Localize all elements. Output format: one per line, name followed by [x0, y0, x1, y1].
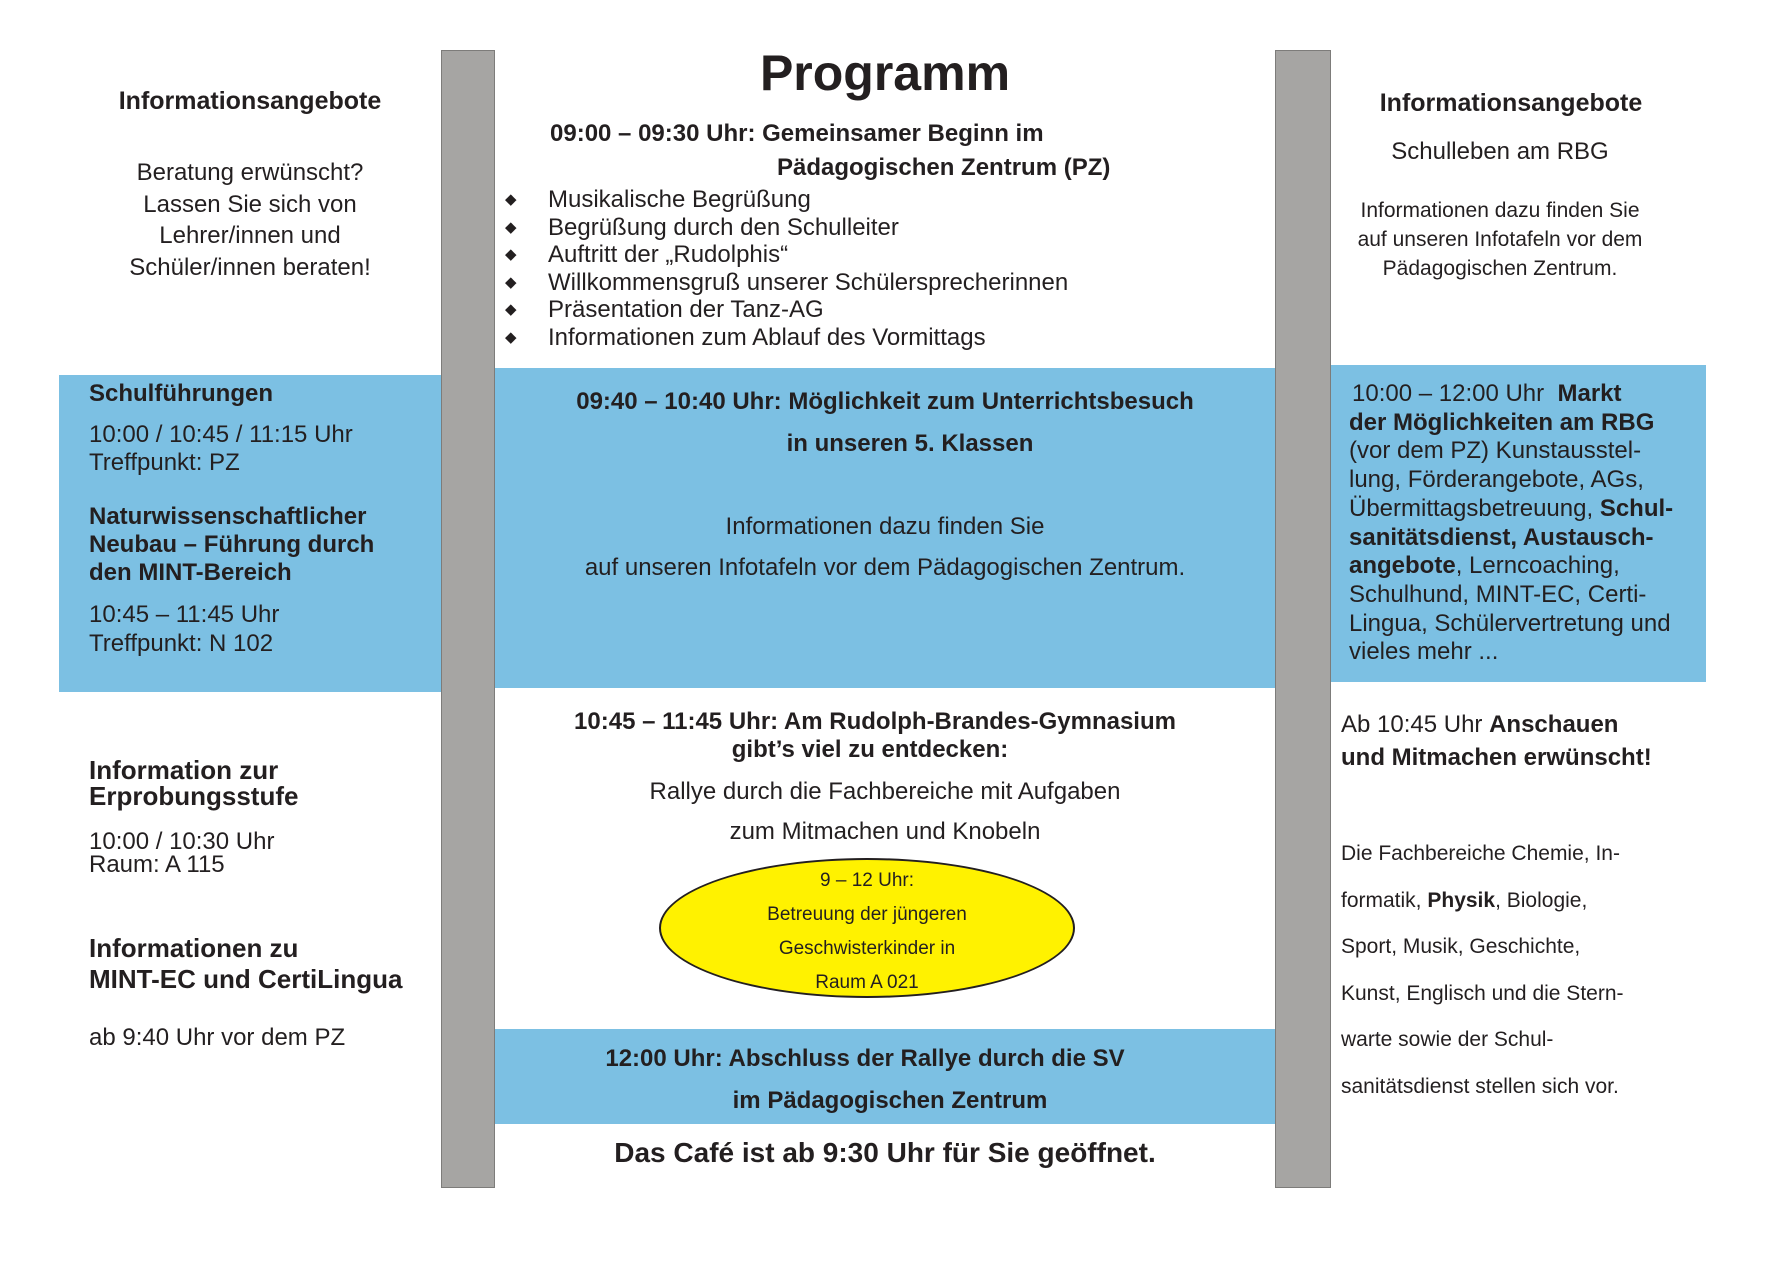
markt-text	[1349, 380, 1673, 667]
agenda-item-label: Begrüßung durch den Schulleiter	[548, 213, 899, 241]
markt-line: sanitätsdienst, Austausch-	[1349, 523, 1654, 551]
beginn-line2: Pädagogischen Zentrum (PZ)	[777, 154, 1111, 181]
schulfuehrungen-meeting: Treffpunkt: PZ	[89, 449, 240, 476]
naturwissenschaft-heading-line: den MINT-Bereich	[89, 559, 292, 586]
schulfuehrungen-details	[89, 421, 353, 477]
agenda-item-label: Musikalische Begrüßung	[548, 186, 811, 213]
left-divider-pillar	[441, 50, 495, 1188]
mitmachen-line-part: Ab 10:45 Uhr	[1341, 711, 1483, 738]
unterricht-line1: 09:40 – 10:40 Uhr: Möglichkeit zum Unterrichtsbesuch	[576, 388, 1194, 415]
rallye-text2: zum Mitmachen und Knobeln	[729, 818, 1041, 845]
beratung-line: Lassen Sie sich von	[143, 190, 357, 218]
agenda-item-label: Präsentation der Tanz-AG	[548, 296, 824, 323]
left-info-heading: Informationsangebote	[118, 87, 382, 115]
bullet-diamond-icon: ◆	[505, 191, 517, 208]
erprobung-room: Raum: A 115	[89, 851, 225, 878]
erprobung-heading-line: Erprobungsstufe	[89, 781, 299, 811]
markt-line: vieles mehr ...	[1349, 638, 1499, 666]
bullet-diamond-icon: ◆	[505, 273, 517, 291]
markt-line: lung, Förderangebote, AGs,	[1349, 466, 1644, 494]
page-title: Programm	[759, 45, 1011, 101]
abschluss-title: : Abschluss der Rallye durch die SV	[714, 1045, 1125, 1072]
naturwissenschaft-meeting: Treffpunkt: N 102	[89, 630, 274, 657]
abschluss-line1	[475, 1045, 1255, 1073]
mint-heading-line: MINT-EC und CertiLingua	[89, 964, 403, 994]
list-item	[505, 269, 1068, 297]
agenda-item-label: Willkommensgruß unserer Schülersprecherinnen	[548, 268, 1069, 296]
mint-detail: ab 9:40 Uhr vor dem PZ	[89, 1024, 346, 1051]
erprobung-heading	[89, 757, 298, 809]
naturwissenschaft-time: 10:45 – 11:45 Uhr	[89, 601, 280, 628]
markt-line: Lingua, Schülervertretung und	[1349, 609, 1671, 637]
fachbereiche-line: warte sowie der Schul-	[1341, 1028, 1554, 1052]
schulfuehrungen-heading: Schulführungen	[89, 380, 273, 407]
beratung-line: Lehrer/innen und	[159, 222, 341, 249]
fachbereiche-line	[1341, 878, 1624, 925]
markt-line-part: angebote	[1349, 552, 1456, 580]
naturwissenschaft-heading-line: Neubau – Führung durch	[89, 531, 375, 558]
markt-line	[1349, 552, 1673, 581]
markt-line: Schulhund, MINT-EC, Certi-	[1349, 580, 1647, 608]
schulleben-heading: Schulleben am RBG	[1391, 138, 1609, 165]
fachbereiche-text	[1341, 831, 1624, 1111]
right-info-line: auf unseren Infotafeln vor dem	[1357, 228, 1643, 251]
unterricht-info2: auf unseren Infotafeln vor dem Pädagogischen Zentrum.	[584, 554, 1186, 581]
right-info-line: Pädagogischen Zentrum.	[1382, 257, 1618, 280]
fachbereiche-line: Sport, Musik, Geschichte,	[1341, 935, 1581, 959]
erprobung-details	[89, 830, 274, 876]
right-info-text	[1320, 196, 1680, 283]
erprobung-heading-line: Information zur	[89, 755, 279, 785]
agenda-item-label: Informationen zum Ablauf des Vormittags	[548, 323, 986, 351]
schulfuehrungen-times: 10:00 / 10:45 / 11:15 Uhr	[89, 421, 353, 448]
mint-heading	[89, 933, 402, 995]
cafe-note: Das Café ist ab 9:30 Uhr für Sie geöffnet.	[614, 1137, 1156, 1168]
markt-line-part: , Lerncoaching,	[1455, 552, 1620, 580]
mint-heading-line: Informationen zu	[89, 933, 299, 963]
rallye-line1: 10:45 – 11:45 Uhr: Am Rudolph-Brandes-Gymnasium	[574, 708, 1176, 735]
fachbereiche-line-part: , Biologie,	[1495, 888, 1588, 912]
unterricht-info1: Informationen dazu finden Sie	[725, 513, 1045, 540]
mitmachen-text	[1341, 708, 1652, 774]
markt-line-part: Übermittagsbetreuung,	[1349, 494, 1594, 522]
right-info-heading: Informationsangebote	[1379, 89, 1643, 117]
mitmachen-line: und Mitmachen erwünscht!	[1341, 744, 1652, 771]
erprobung-time: 10:00 / 10:30 Uhr	[89, 828, 275, 855]
bullet-diamond-icon: ◆	[505, 246, 517, 263]
markt-line	[1349, 380, 1673, 409]
kinderbetreuung-line: Raum A 021	[815, 972, 919, 993]
markt-line: der Möglichkeiten am RBG	[1349, 408, 1655, 436]
bullet-diamond-icon: ◆	[505, 301, 517, 318]
beratung-text	[90, 157, 410, 283]
kinderbetreuung-line: Betreuung der jüngeren	[767, 904, 967, 925]
bullet-diamond-icon: ◆	[505, 218, 517, 236]
rallye-line2: gibt’s viel zu entdecken:	[731, 736, 1009, 763]
kinderbetreuung-line: 9 – 12 Uhr:	[820, 870, 914, 891]
unterricht-line2: in unseren 5. Klassen	[786, 430, 1034, 457]
bullet-diamond-icon: ◆	[505, 328, 517, 346]
agenda-item-label: Auftritt der „Rudolphis“	[548, 241, 789, 268]
markt-title-part: Markt	[1557, 380, 1622, 407]
naturwissenschaft-details	[89, 600, 279, 658]
right-info-line: Informationen dazu finden Sie	[1360, 199, 1640, 222]
beginn-time: 09:00 – 09:30 Uhr:	[550, 120, 756, 147]
fachbereiche-line: Die Fachbereiche Chemie, In-	[1341, 842, 1620, 865]
list-item	[505, 214, 1068, 242]
beginn-title: Gemeinsamer Beginn im	[762, 120, 1044, 147]
kinderbetreuung-text	[659, 864, 1075, 1000]
kinderbetreuung-line: Geschwisterkinder in	[778, 938, 956, 959]
beginn-line1	[550, 120, 1044, 148]
fachbereiche-line-part: Physik	[1427, 888, 1496, 912]
beginn-agenda-list	[505, 186, 1068, 351]
markt-line	[1349, 495, 1673, 524]
fachbereiche-line: Kunst, Englisch und die Stern-	[1341, 981, 1624, 1005]
mitmachen-line-part: Anschauen	[1489, 711, 1619, 738]
list-item	[505, 296, 1068, 324]
list-item	[505, 241, 1068, 269]
abschluss-time: 12:00 Uhr	[605, 1045, 715, 1072]
markt-line: (vor dem PZ) Kunstausstel-	[1349, 437, 1642, 465]
list-item	[505, 186, 1068, 214]
beratung-line: Beratung erwünscht?	[136, 159, 364, 186]
markt-time: 10:00 – 12:00 Uhr	[1352, 380, 1545, 407]
fachbereiche-line: sanitätsdienst stellen sich vor.	[1341, 1074, 1619, 1098]
naturwissenschaft-heading	[89, 503, 374, 587]
markt-line-part: Schul-	[1599, 494, 1674, 522]
list-item	[505, 324, 1068, 352]
mitmachen-line	[1341, 708, 1652, 741]
abschluss-line2: im Pädagogischen Zentrum	[732, 1087, 1048, 1114]
rallye-text1: Rallye durch die Fachbereiche mit Aufgaben	[649, 778, 1121, 805]
beratung-line: Schüler/innen beraten!	[129, 253, 371, 281]
fachbereiche-line-part: formatik,	[1341, 888, 1422, 912]
naturwissenschaft-heading-line: Naturwissenschaftlicher	[89, 503, 367, 530]
